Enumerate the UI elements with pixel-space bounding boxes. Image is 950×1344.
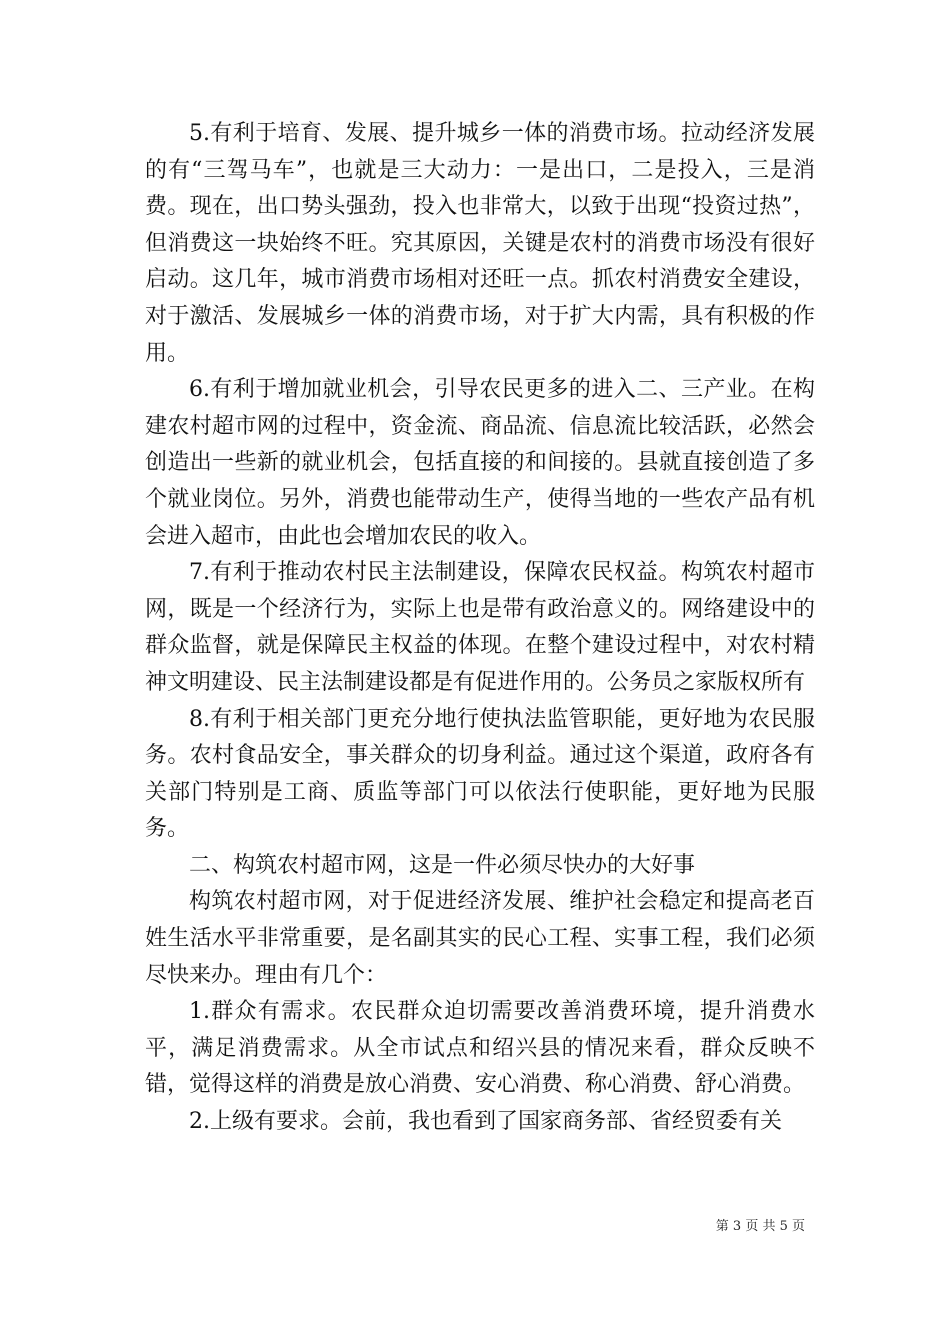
section-intro-paragraph: 构筑农村超市网，对于促进经济发展、维护社会稳定和提高老百姓生活水平非常重要，是名副其实的民心工程、实事工程，我们必须尽快来办。理由有几个：	[145, 889, 815, 988]
reason-item-2: 2.上级有要求。会前，我也看到了国家商务部、省经贸委有关	[189, 1109, 782, 1135]
section-heading: 二、构筑农村超市网，这是一件必须尽快办的大好事	[189, 852, 696, 878]
page-number-footer: 第 3 页 共 5 页	[715, 1219, 805, 1234]
paragraph-item-7: 7.有利于推动农村民主法制建设，保障农民权益。构筑农村超市网，既是一个经济行为，实际上也是带有政治意义的。网络建设中的群众监督，就是保障民主权益的体现。在整个建设过程中，对农村精神文明建设、民主法制建设都是有促进作用的。公务员之家版权所有	[145, 560, 815, 695]
paragraph-item-6: 6.有利于增加就业机会，引导农民更多的进入二、三产业。在构建农村超市网的过程中，资金流、商品流、信息流比较活跃，必然会创造出一些新的就业机会，包括直接的和间接的。县就直接创造了多个就业岗位。另外，消费也能带动生产，使得当地的一些农产品有机会进入超市，由此也会增加农民的收入。	[145, 377, 815, 549]
reason-item-1: 1.群众有需求。农民群众迫切需要改善消费环境，提升消费水平，满足消费需求。从全市试点和绍兴县的情况来看，群众反映不错，觉得这样的消费是放心消费、安心消费、称心消费、舒心消费。	[145, 999, 815, 1098]
document-body	[145, 116, 815, 1141]
paragraph-item-5: 5.有利于培育、发展、提升城乡一体的消费市场。拉动经济发展的有“三驾马车”，也就是三大动力：一是出口，二是投入，三是消费。现在，出口势头强劲，投入也非常大，以致于出现“投资过热”，但消费这一块始终不旺。究其原因，关键是农村的消费市场没有很好启动。这几年，城市消费市场相对还旺一点。抓农村消费安全建设，对于激活、发展城乡一体的消费市场，对于扩大内需，具有积极的作用。	[145, 121, 815, 366]
paragraph-item-8: 8.有利于相关部门更充分地行使执法监管职能，更好地为农民服务。农村食品安全，事关群众的切身利益。通过这个渠道，政府各有关部门特别是工商、质监等部门可以依法行使职能，更好地为民服务。	[145, 706, 815, 842]
